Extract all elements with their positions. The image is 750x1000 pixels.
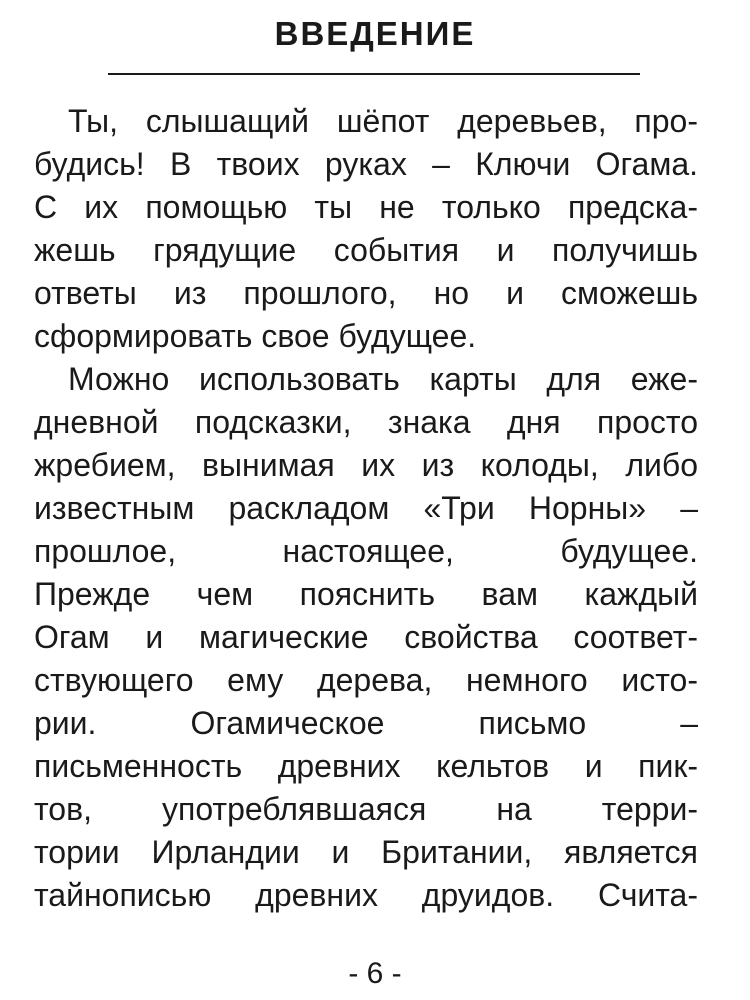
text-line: прошлое, настоящее, будущее. xyxy=(34,533,698,569)
text-line: Огам и магические свойства соответ- xyxy=(34,619,698,655)
text-line: тайнописью древних друидов. Счита- xyxy=(34,877,698,913)
text-line: ствующего ему дерева, немного исто- xyxy=(34,662,698,698)
text-line: жребием, вынимая их из колоды, либо xyxy=(34,447,698,483)
text-line: письменность древних кельтов и пик- xyxy=(34,748,698,784)
text-line: тов, употреблявшаяся на терри- xyxy=(34,791,698,827)
title-divider xyxy=(108,73,640,75)
text-line: сформировать свое будущее. xyxy=(34,318,477,354)
text-line: дневной подсказки, знака дня просто xyxy=(34,404,698,440)
text-line: будись! В твоих руках – Ключи Огама. xyxy=(34,146,698,182)
text-line: С их помощью ты не только предска- xyxy=(34,189,698,225)
page-number: - 6 - xyxy=(348,957,402,990)
text-line: рии. Огамическое письмо – xyxy=(34,705,698,741)
text-line: ответы из прошлого, но и сможешь xyxy=(34,275,698,311)
text-line: Ты, слышащий шёпот деревьев, про- xyxy=(68,103,698,139)
text-line: Можно использовать карты для еже- xyxy=(68,361,698,397)
page-title: ВВЕДЕНИЕ xyxy=(274,15,476,52)
text-line: жешь грядущие события и получишь xyxy=(34,232,698,268)
text-line: Прежде чем пояснить вам каждый xyxy=(34,576,698,612)
text-line: известным раскладом «Три Норны» – xyxy=(34,490,698,526)
body-text xyxy=(34,100,698,917)
text-line: тории Ирландии и Британии, является xyxy=(34,834,698,870)
